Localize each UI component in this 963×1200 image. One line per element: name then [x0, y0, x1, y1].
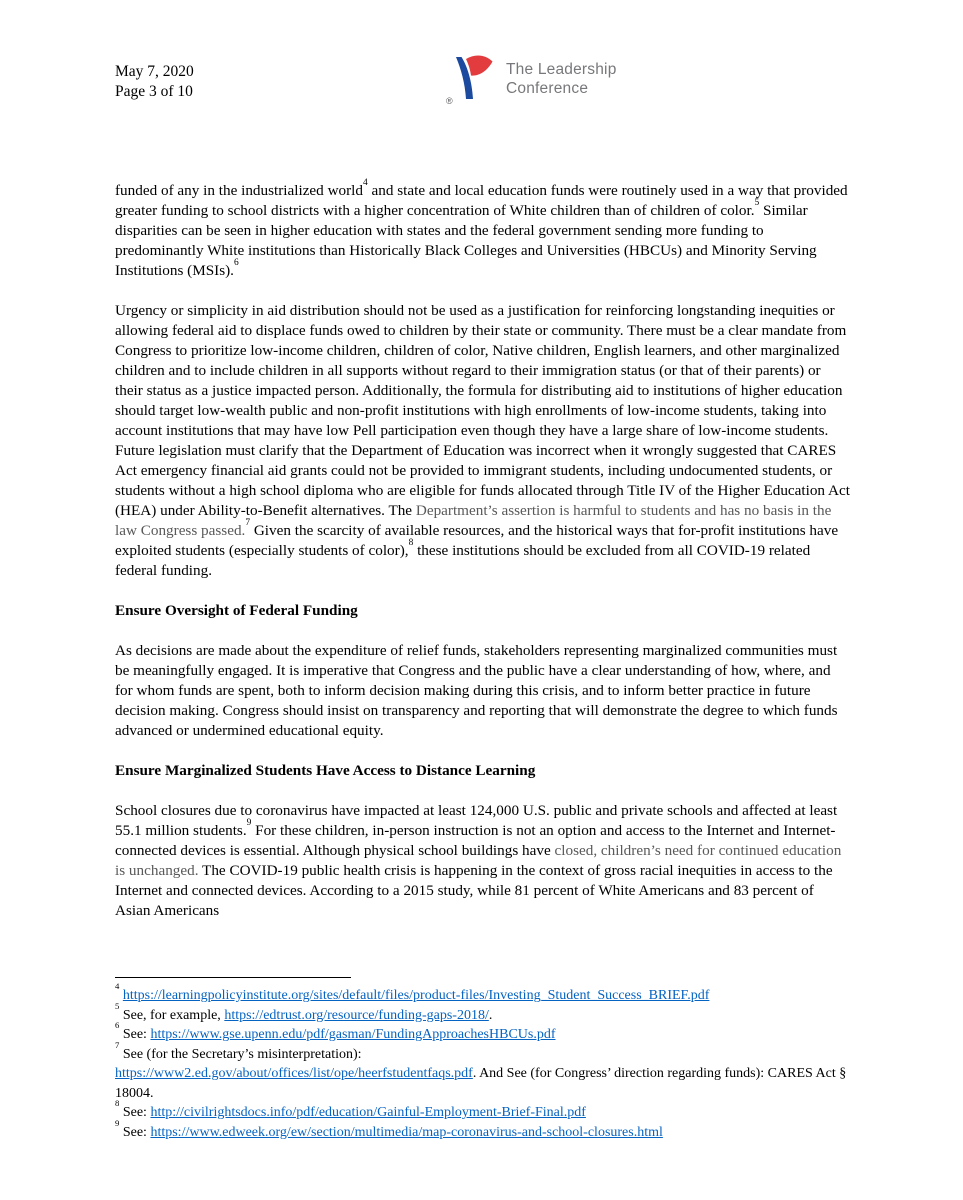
text-run: and state and local education funds were routinely used in a way that provided greater funding to school districts with a higher concentration of White children than of children of color. — [115, 182, 848, 219]
text-run: See, for example, — [119, 1007, 225, 1023]
document-date: May 7, 2020 — [115, 63, 194, 80]
text-run: Given the scarcity of available resources, and the historical ways that for-profit institutions have exploited students (especially students of color), — [115, 522, 839, 559]
footnote-ref: 5 — [115, 1000, 120, 1011]
text-run: School closures due to coronavirus have impacted at least 124,000 U.S. public and private schools and affected at least 55.1 million students. — [115, 802, 838, 839]
footnote-ref: 4 — [363, 177, 368, 188]
document-body — [115, 177, 850, 941]
footnote-ref: 8 — [115, 1098, 120, 1109]
org-logo — [445, 52, 617, 106]
footnote — [115, 1098, 850, 1123]
org-name — [506, 60, 617, 98]
text-run: Similar disparities can be seen in higher education with states and the federal government sending more funding to predominantly White institutions than Historically Black Colleges and Universities (HBCUs) and Minority Serving Institutions (MSIs). — [115, 202, 817, 279]
footnote-ref: 9 — [246, 817, 252, 828]
hyperlink[interactable]: http://civilrightsdocs.info/pdf/education/Gainful-Employment-Brief-Final.pdf — [150, 1105, 586, 1120]
footnote-separator — [115, 977, 351, 978]
footnote — [115, 1039, 850, 1104]
text-run: . And See (for Congress’ direction regarding funds): CARES Act § 18004. — [115, 1066, 847, 1101]
registered-trademark-glyph: ® — [446, 96, 453, 106]
text-run: See: — [119, 1027, 151, 1042]
hyperlink[interactable]: https://www2.ed.gov/about/offices/list/ope/heerfstudentfaqs.pdf — [115, 1066, 473, 1081]
footnote — [115, 1000, 850, 1026]
section-heading: Ensure Marginalized Students Have Access to Distance Learning — [115, 762, 536, 779]
text-run: See (for the Secretary’s misinterpretation): — [119, 1046, 362, 1062]
footnote-ref: 8 — [408, 537, 414, 548]
hyperlink[interactable]: https://edtrust.org/resource/funding-gaps-2018/ — [224, 1007, 489, 1023]
body-paragraph — [115, 301, 850, 581]
hyperlink[interactable]: https://www.edweek.org/ew/section/multimedia/map-coronavirus-and-school-closures.html — [150, 1124, 663, 1140]
footnote-ref: 7 — [245, 517, 251, 528]
footnote-ref: 6 — [233, 257, 239, 268]
body-paragraph — [115, 177, 850, 281]
text-run: The COVID-19 public health crisis is happening in the context of gross racial inequities in access to the Internet and connected devices. According to a 2015 study, while 81 percent of White Americans and 83 percent of Asian Americans — [115, 862, 833, 919]
footnote-ref: 9 — [115, 1117, 120, 1128]
page-number: Page 3 of 10 — [115, 82, 193, 100]
org-name-line2: Conference — [506, 80, 589, 97]
text-run: closed, children’s need for continued education is unchanged. — [115, 842, 842, 879]
footnote-ref: 7 — [115, 1039, 120, 1050]
text-run: these institutions should be excluded from all COVID-19 related federal funding. — [115, 542, 811, 579]
footnote-ref: 5 — [754, 197, 760, 208]
hyperlink[interactable]: https://www.gse.upenn.edu/pdf/gasman/FundingApproachesHBCUs.pdf — [150, 1027, 556, 1042]
document-header — [115, 62, 850, 132]
hyperlink[interactable]: https://learningpolicyinstitute.org/sites/default/files/product-files/Investing_Student_Success_BRIEF.pdf — [122, 988, 710, 1003]
text-run: Urgency or simplicity in aid distribution should not be used as a justification for reinforcing longstanding inequities or allowing federal aid to displace funds owed to children by their state or community. There must be a clear mandate from Congress to prioritize low-income children, children of color, Native children, English learners, and other marginalized children and to include children in all supports without regard to their immigration status (or that of their parents) or their status as a justice impacted person. Additionally, the formula for distributing aid to institutions of higher education should target low-wealth public and non-profit institutions with high enrollments of low-income students, taking into account institutions that may have low Pell participation even though they have a large share of low-income students. Future legislation must clarify that the Department of Education was incorrect when it wrongly suggested that CARES Act emergency financial aid grants could not be provided to immigrant students, including undocumented students, or students without a high school diploma who are eligible for funds allocated through Title IV of the Higher Education Act (HEA) under Ability-to-Benefit alternatives. The — [115, 302, 850, 519]
text-run: See: — [119, 1105, 151, 1120]
leadership-conference-flag-icon — [445, 52, 495, 106]
text-run: For these children, in-person instruction is not an option and access to the Internet and Internet-connected devices is essential. Although physical school buildings have — [115, 822, 836, 859]
text-run: . — [488, 1007, 493, 1023]
footnote-ref: 6 — [115, 1020, 120, 1031]
text-run: funded of any in the industrialized world — [115, 182, 363, 199]
footnotes-section — [115, 977, 850, 1142]
body-paragraph — [115, 641, 850, 741]
org-name-line1: The Leadership — [506, 61, 617, 78]
footnote — [115, 1020, 850, 1045]
footnote-ref: 4 — [115, 981, 120, 992]
section-heading: Ensure Oversight of Federal Funding — [115, 602, 358, 619]
footnote — [115, 1117, 850, 1143]
text-run: Department’s assertion is harmful to students and has no basis in the law Congress passed. — [115, 502, 832, 539]
text-run: See: — [119, 1124, 151, 1140]
body-paragraph — [115, 801, 850, 921]
text-run: As decisions are made about the expenditure of relief funds, stakeholders representing marginalized communities must be meaningfully engaged. It is imperative that Congress and the public have a clear understanding of how, where, and for whom funds are spent, both to inform decision making during this crisis, and to inform better practice in future decision making. Congress should insist on transparency and reporting that will demonstrate the degree to which funds advanced or undermined educational equity. — [115, 642, 838, 739]
footnote — [115, 981, 850, 1006]
